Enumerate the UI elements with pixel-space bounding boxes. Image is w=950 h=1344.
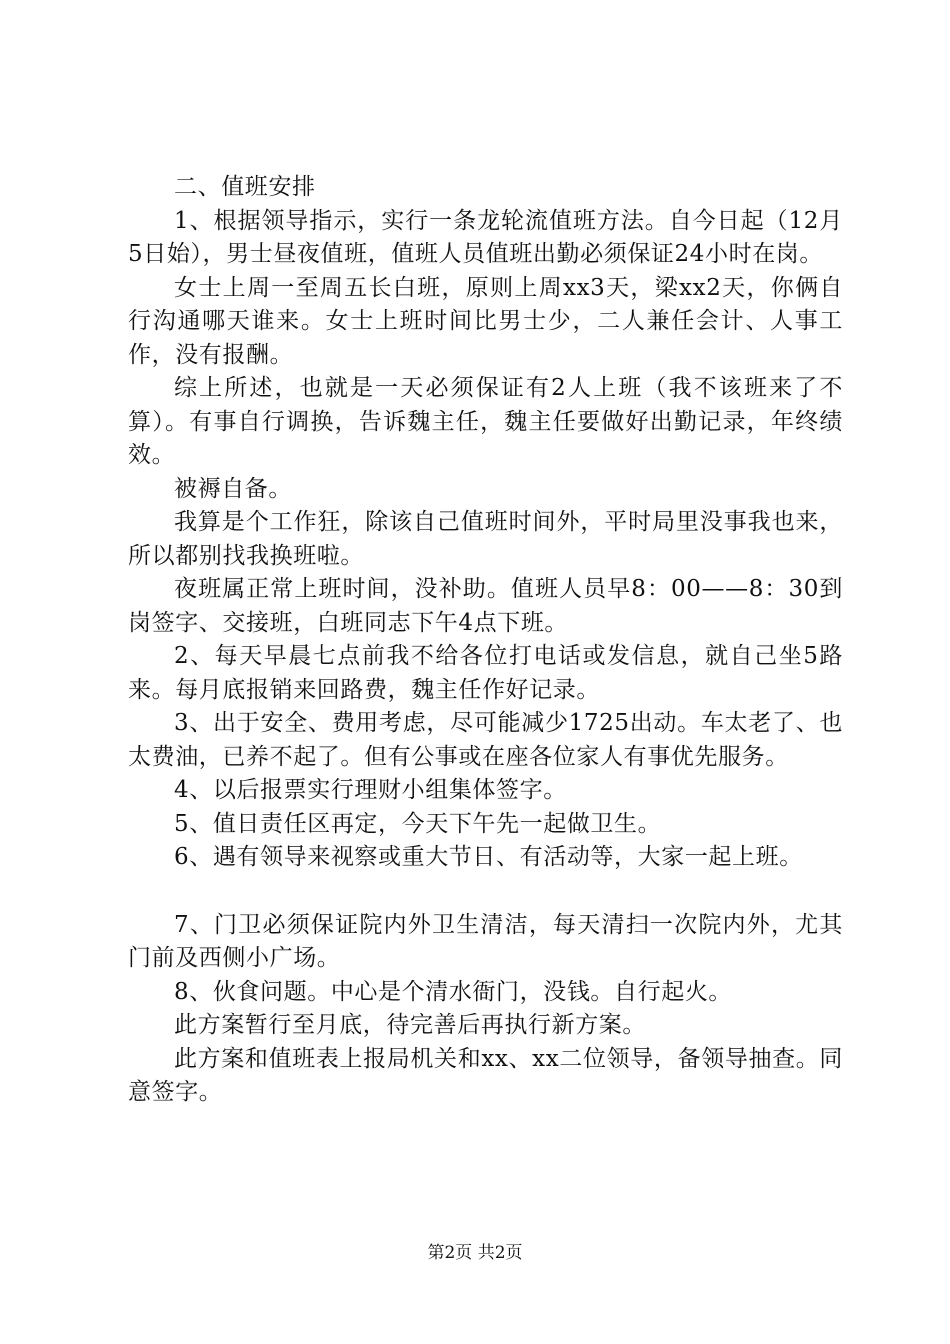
paragraph-report: 此方案和值班表上报局机关和xx、xx二位领导，备领导抽查。同意签字。 [128, 1045, 843, 1105]
page-footer: 第2页 共2页 [427, 1243, 523, 1263]
paragraph-temporary-plan: 此方案暂行至月底，待完善后再执行新方案。 [174, 1012, 646, 1038]
paragraph-gap [128, 875, 843, 909]
paragraph-item-5: 5、值日责任区再定，今天下午先一起做卫生。 [174, 810, 662, 837]
paragraph-workaholic: 我算是个工作狂，除该自己值班时间外，平时局里没事我也来，所以都别找我换班啦。 [128, 509, 843, 569]
document-body [128, 171, 843, 1110]
section-heading: 二、值班安排 [174, 174, 316, 200]
paragraph-item-2: 2、每天早晨七点前我不给各位打电话或发信息，就自己坐5路来。每月底报销来回路费，魏主任作好记录。 [128, 643, 843, 703]
paragraph-item-7: 7、门卫必须保证院内外卫生清洁，每天清扫一次院内外，尤其门前及西侧小广场。 [128, 911, 843, 971]
paragraph-item-6: 6、遇有领导来视察或重大节日、有活动等，大家一起上班。 [174, 844, 803, 870]
paragraph-night-shift: 夜班属正常上班时间，没补助。值班人员早8：00——8：30到岗签字、交接班，白班同志下午4点下班。 [128, 576, 843, 636]
paragraph-female-shift: 女士上周一至周五长白班，原则上周xx3天，梁xx2天，你俩自行沟通哪天谁来。女士上班时间比男士少，二人兼任会计、人事工作，没有报酬。 [128, 274, 843, 368]
paragraph-bedding: 被褥自备。 [174, 475, 292, 502]
paragraph-item-1: 1、根据领导指示，实行一条龙轮流值班方法。自今日起（12月5日始），男士昼夜值班，值班人员值班出勤必须保证24小时在岗。 [128, 207, 843, 267]
paragraph-summary: 综上所述，也就是一天必须保证有2人上班（我不该班来了不算）。有事自行调换，告诉魏主任，魏主任要做好出勤记录，年终绩效。 [128, 375, 843, 468]
paragraph-item-4: 4、以后报票实行理财小组集体签字。 [174, 777, 567, 803]
paragraph-item-3: 3、出于安全、费用考虑，尽可能减少1725出动。车太老了、也太费油，已养不起了。但有公事或在座各位家人有事优先服务。 [128, 710, 843, 770]
paragraph-item-8: 8、伙食问题。中心是个清水衙门，没钱。自行起火。 [174, 978, 733, 1005]
